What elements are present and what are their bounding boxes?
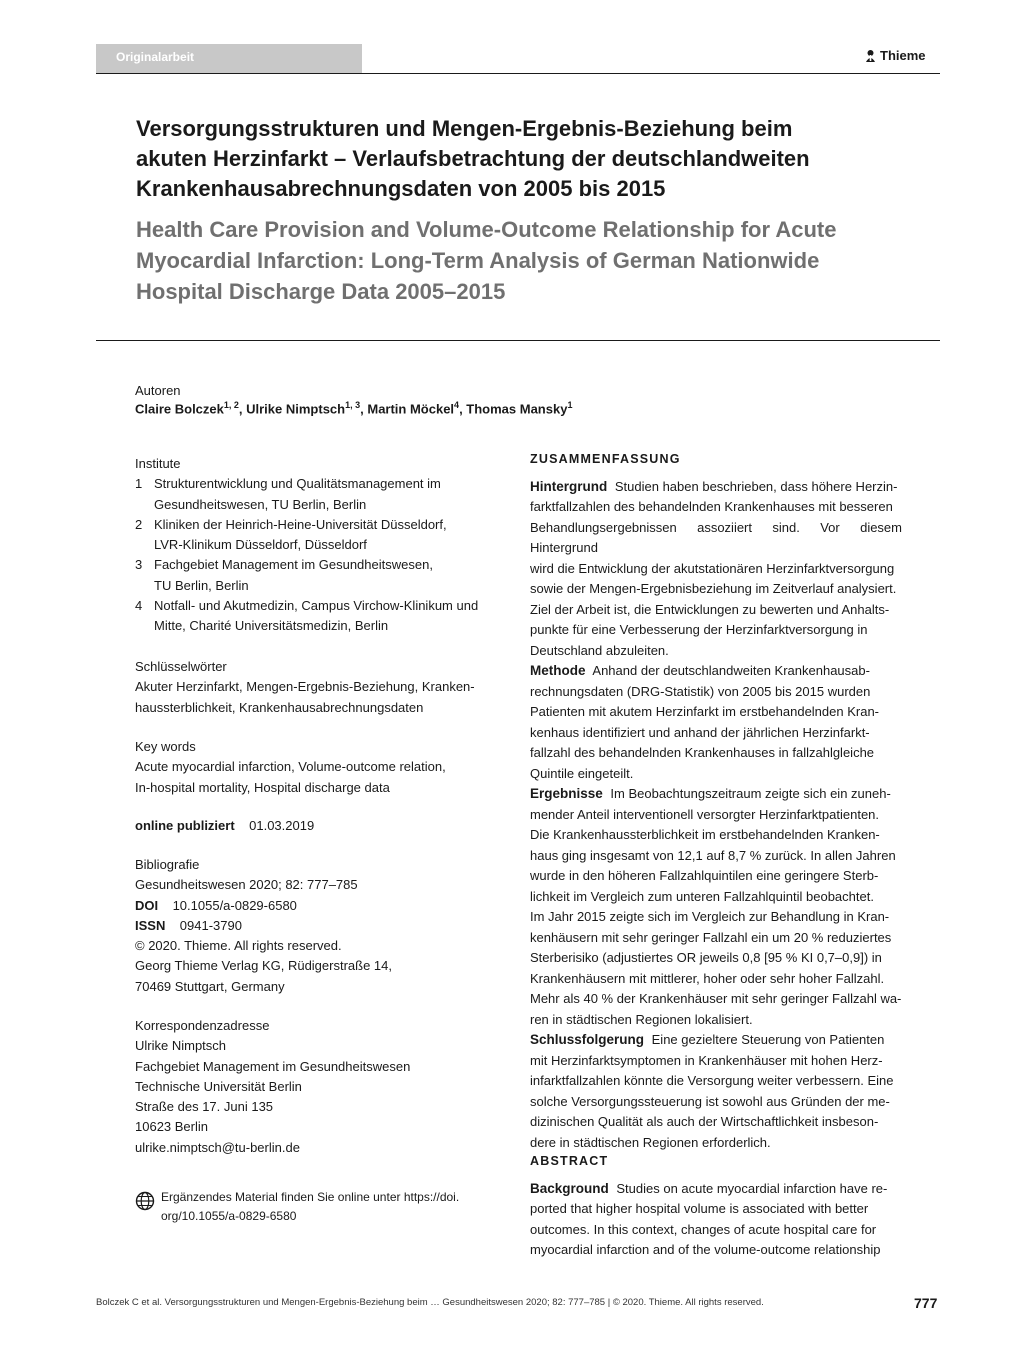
text-line: Sterberisiko (adjustiertes OR jeweils 0,8 [95 % KI 0,7–0,9]) in	[530, 950, 882, 965]
institutes-label: Institute	[135, 456, 181, 471]
institutes-list	[135, 474, 510, 636]
bibliography-label: Bibliografie	[135, 857, 200, 872]
correspondence-email[interactable]: ulrike.nimptsch@tu-berlin.de	[135, 1139, 300, 1155]
institute-line: Strukturentwicklung und Qualitätsmanagement im	[154, 476, 441, 492]
schlussfolgerung-paragraph	[530, 1030, 902, 1153]
zusammenfassung-heading: ZUSAMMENFASSUNG	[530, 452, 681, 466]
institute-number: 3	[135, 557, 143, 573]
text-line: haus ging insgesamt von 12,1 auf 8,7 % zurück. In allen Jahren	[530, 847, 896, 863]
title-line: Health Care Provision and Volume-Outcome Relationship for Acute	[136, 217, 837, 242]
text-line: Studies on acute myocardial infarction have re-	[616, 1180, 888, 1196]
hintergrund-paragraph	[530, 477, 902, 662]
text-line: lichkeit im Vergleich zum unteren Fallzahlquintil beobachtet.	[530, 888, 874, 904]
text-line: mender Anteil interventionell versorgter Herzinfarktpatienten.	[530, 806, 880, 822]
keyword-line: haussterblichkeit, Krankenhausabrechnungsdaten	[135, 699, 424, 715]
institute-line: Kliniken der Heinrich-Heine-Universität Düsseldorf,	[154, 516, 447, 532]
title-english	[136, 214, 916, 307]
bibliography-block	[135, 855, 510, 997]
keywords-english-block	[135, 737, 510, 798]
institute-line: Mitte, Charité Universitätsmedizin, Berlin	[154, 618, 389, 634]
keywords-german-label: Schlüsselwörter	[135, 659, 227, 674]
text-line: mit Herzinfarktsymptomen in Krankenhäuser mit hohen Herz-	[530, 1052, 883, 1068]
text-line: kenhaus identifiziert und anhand der jährlichen Herzinfarkt-	[530, 724, 870, 740]
institute-item	[135, 515, 510, 556]
background-paragraph	[530, 1179, 902, 1261]
institute-item	[135, 474, 510, 515]
footer-citation: Bolczek C et al. Versorgungsstrukturen und Mengen-Ergebnis-Beziehung beim … Gesundheitswesen 2020; 82: 777–785 | © 2020. Thieme. All rights reserved.	[96, 1297, 764, 1308]
text-line: Quintile eingeteilt.	[530, 765, 634, 781]
title-rule	[96, 340, 940, 341]
correspondence-block	[135, 1016, 510, 1158]
supplementary-note	[135, 1188, 495, 1226]
correspondence-line: 10623 Berlin	[135, 1119, 208, 1135]
keyword-line: Acute myocardial infarction, Volume-outcome relation,	[135, 759, 446, 775]
subsection-title: Schlussfolgerung	[530, 1032, 645, 1047]
correspondence-line: Ulrike Nimptsch	[135, 1038, 227, 1054]
author-affiliation: 1, 2	[223, 400, 239, 410]
abstract-heading: ABSTRACT	[530, 1154, 609, 1168]
publisher-address-line: 70469 Stuttgart, Germany	[135, 978, 285, 994]
text-line: Anhand der deutschlandweiten Krankenhausab-	[592, 663, 870, 678]
text-line: dizinischen Qualität als auch der Wirtschaftlichkeit insbeson-	[530, 1114, 879, 1129]
thieme-logo-icon	[864, 49, 877, 63]
author-affiliation: 1, 3	[345, 400, 361, 410]
text-line: Die Krankenhaussterblichkeit im erstbehandelnden Kranken-	[530, 827, 880, 842]
abstract-section	[530, 1151, 902, 1261]
globe-icon	[135, 1191, 155, 1211]
text-line: Im Jahr 2015 zeigte sich im Vergleich zur Behandlung in Kran-	[530, 909, 890, 924]
author-separator: ,	[360, 401, 368, 417]
keyword-line: In-hospital mortality, Hospital discharge data	[135, 779, 390, 795]
title-line: Versorgungsstrukturen und Mengen-Ergebnis-Beziehung beim	[136, 116, 793, 141]
title-line: Krankenhausabrechnungsdaten von 2005 bis 2015	[136, 176, 666, 201]
text-line: solche Versorgungssteuerung ist sowohl aus Gründen der me-	[530, 1093, 890, 1109]
text-line: fallzahl des behandelnden Krankenhauses in fallzahlgleiche	[530, 745, 875, 760]
author-name: Thomas Mansky	[466, 401, 568, 417]
institute-number: 2	[135, 516, 143, 532]
subsection-title: Hintergrund	[530, 478, 608, 494]
text-line: outcomes. In this context, changes of acute hospital care for	[530, 1221, 877, 1237]
institute-item	[135, 555, 510, 596]
keywords-german-block	[135, 657, 510, 718]
text-line: dere in städtischen Regionen erforderlich.	[530, 1134, 771, 1150]
text-line: Studien haben beschrieben, dass höhere Herzin-	[614, 478, 898, 494]
ergebnisse-paragraph	[530, 784, 902, 1030]
subsection-title: Ergebnisse	[530, 786, 603, 801]
author-affiliation: 4	[454, 400, 460, 410]
online-date: 01.03.2019	[249, 818, 315, 833]
institute-line: TU Berlin, Berlin	[154, 577, 249, 593]
author-separator: ,	[459, 401, 467, 417]
text-line: punkte für eine Verbesserung der Herzinfarktversorgung in	[530, 622, 868, 637]
text-line: ren in städtischen Regionen lokalisiert.	[530, 1011, 753, 1027]
supplementary-line[interactable]: Ergänzendes Material finden Sie online unter https://doi.	[161, 1190, 460, 1204]
text-line: Behandlungsergebnissen assoziiert sind. Vor diesem Hintergrund	[530, 519, 902, 555]
text-line: wird die Entwicklung der akutstationären Herzinfarktversorgung	[530, 560, 895, 576]
title-line: Hospital Discharge Data 2005–2015	[136, 279, 506, 304]
header-rule	[96, 73, 940, 74]
subsection-title: Background	[530, 1180, 609, 1196]
doi-row	[135, 896, 510, 916]
supplementary-line[interactable]: org/10.1055/a-0829-6580	[161, 1209, 297, 1223]
text-line: kenhäusern mit sehr geringer Fallzahl ein um 20 % reduziertes	[530, 929, 892, 945]
text-line: ported that higher hospital volume is associated with better	[530, 1201, 869, 1216]
publisher-address-line: Georg Thieme Verlag KG, Rüdigerstraße 14,	[135, 958, 392, 974]
text-line: myocardial infarction and of the volume-outcome relationship	[530, 1242, 881, 1257]
author-list	[135, 400, 572, 416]
issn-row	[135, 916, 510, 936]
institute-line: Fachgebiet Management im Gesundheitswesen,	[154, 557, 433, 573]
author-separator: ,	[238, 401, 247, 417]
methode-paragraph	[530, 661, 902, 784]
keyword-line: Akuter Herzinfarkt, Mengen-Ergebnis-Beziehung, Kranken-	[135, 679, 475, 695]
institute-item	[135, 596, 510, 637]
issn-value: 0941-3790	[179, 917, 242, 933]
title-line: Myocardial Infarction: Long-Term Analysis of German Nationwide	[136, 248, 820, 273]
correspondence-line: Fachgebiet Management im Gesundheitswesen	[135, 1058, 411, 1074]
text-line: wurde in den höheren Fallzahlquintilen eine geringere Sterb-	[530, 868, 879, 883]
publisher-logo	[864, 48, 926, 63]
author-affiliation: 1	[567, 400, 573, 410]
issn-label: ISSN	[135, 917, 166, 933]
text-line: Ziel der Arbeit ist, die Entwicklungen zu bewerten und Anhalts-	[530, 601, 890, 617]
doi-value[interactable]: 10.1055/a-0829-6580	[172, 897, 297, 913]
institute-line: Notfall- und Akutmedizin, Campus Virchow-Klinikum und	[154, 598, 479, 614]
text-line: Krankenhäusern mit mittlerer, hoher oder sehr hoher Fallzahl.	[530, 970, 885, 986]
text-line: Im Beobachtungszeitraum zeigte sich ein zuneh-	[610, 786, 891, 801]
correspondence-line: Technische Universität Berlin	[135, 1078, 302, 1094]
institutes-block	[135, 454, 510, 637]
author-name: Martin Möckel	[367, 401, 455, 417]
text-line: Deutschland abzuleiten.	[530, 642, 669, 658]
text-line: Mehr als 40 % der Krankenhäuser mit sehr geringer Fallzahl wa-	[530, 991, 902, 1006]
text-line: rechnungsdaten (DRG-Statistik) von 2005 bis 2015 wurden	[530, 683, 871, 699]
page-number: 777	[914, 1295, 938, 1311]
correspondence-label: Korrespondenzadresse	[135, 1018, 270, 1033]
text-line: infarktfallzahlen könnte die Versorgung weiter verbessern. Eine	[530, 1073, 894, 1088]
author-name: Ulrike Nimptsch	[246, 401, 346, 417]
text-line: farktfallzahlen des behandelnden Krankenhauses mit besseren	[530, 499, 893, 514]
online-published	[135, 816, 510, 836]
doi-label: DOI	[135, 897, 159, 913]
article-type-label: Originalarbeit	[116, 50, 195, 64]
keywords-english-label: Key words	[135, 739, 196, 754]
title-german	[136, 114, 916, 204]
publisher-name: Thieme	[880, 48, 926, 63]
institute-number: 4	[135, 598, 143, 614]
online-label: online publiziert	[135, 818, 235, 833]
text-line: sowie der Mengen-Ergebnisbeziehung im Zeitverlauf analysiert.	[530, 581, 897, 596]
institute-line: Gesundheitswesen, TU Berlin, Berlin	[154, 496, 367, 512]
authors-label: Autoren	[135, 383, 181, 398]
text-line: Eine gezieltere Steuerung von Patienten	[651, 1032, 885, 1047]
text-line: Patienten mit akutem Herzinfarkt im erstbehandelnden Kran-	[530, 704, 880, 719]
copyright: © 2020. Thieme. All rights reserved.	[135, 938, 342, 954]
bibliography-citation: Gesundheitswesen 2020; 82: 777–785	[135, 877, 358, 893]
title-line: akuten Herzinfarkt – Verlaufsbetrachtung der deutschlandweiten	[136, 146, 810, 171]
author-name: Claire Bolczek	[135, 401, 224, 417]
institute-line: LVR-Klinikum Düsseldorf, Düsseldorf	[154, 537, 367, 553]
correspondence-line: Straße des 17. Juni 135	[135, 1099, 274, 1115]
institute-number: 1	[135, 476, 143, 492]
subsection-title: Methode	[530, 663, 586, 678]
zusammenfassung-section	[530, 449, 902, 1153]
